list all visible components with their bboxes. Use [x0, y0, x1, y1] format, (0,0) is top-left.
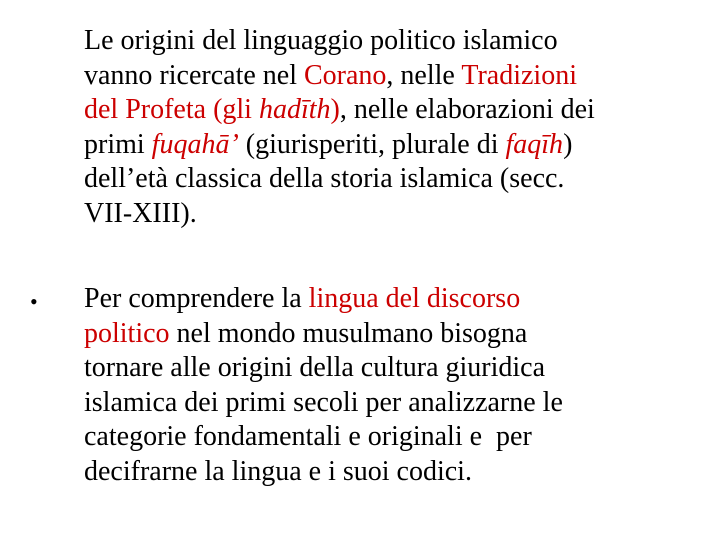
text-run: vanno ricercate nel: [84, 59, 304, 91]
text-run: islamica dei primi secoli per analizzarne le: [84, 386, 563, 418]
highlight-paren: ): [330, 94, 340, 125]
text-run: categorie fondamentali e originali e per: [84, 421, 532, 452]
highlight-tradizioni: Tradizioni: [461, 59, 577, 91]
text-run: , nelle: [386, 59, 462, 91]
highlight-hadith: hadīth: [258, 94, 331, 125]
text-line: [84, 197, 704, 232]
highlight-faqih: faqīh: [505, 128, 564, 160]
text-run: ): [563, 128, 573, 160]
highlight-fuqaha: fuqahā’: [151, 128, 239, 160]
text-run: nel mondo musulmano bisogna: [169, 317, 528, 349]
paragraph-origins: [84, 24, 704, 231]
highlight-corano: Corano: [303, 59, 387, 91]
text-run: VII-XIII).: [84, 197, 197, 229]
bullet-point: •: [30, 289, 38, 314]
highlight-profeta: del Profeta (gli: [84, 94, 259, 125]
text-run: primi: [84, 128, 152, 160]
paragraph-political-language: [84, 282, 694, 489]
text-line: [84, 282, 694, 317]
highlight-politico: politico: [84, 317, 170, 349]
text-line: [84, 128, 704, 163]
text-run: (giurisperiti, plurale di: [238, 128, 506, 160]
text-run: Per comprendere la: [84, 283, 309, 314]
text-line: [84, 420, 694, 455]
text-line: [84, 59, 704, 94]
text-line: [84, 351, 694, 386]
text-line: [84, 455, 694, 490]
text-run: , nelle elaborazioni dei: [339, 94, 595, 125]
text-line: [84, 162, 704, 197]
text-line: [84, 93, 704, 128]
text-run: decifrarne la lingua e i suoi codici.: [84, 455, 472, 487]
text-line: [84, 24, 704, 59]
text-run: dell’età classica della storia islamica (secc.: [84, 163, 565, 194]
text-run: tornare alle origini della cultura giuridica: [84, 352, 546, 383]
text-line: [84, 386, 694, 421]
text-line: [84, 317, 694, 352]
text-run: Le origini del linguaggio politico islamico: [84, 25, 558, 56]
highlight-lingua-discorso: lingua del discorso: [308, 283, 521, 314]
